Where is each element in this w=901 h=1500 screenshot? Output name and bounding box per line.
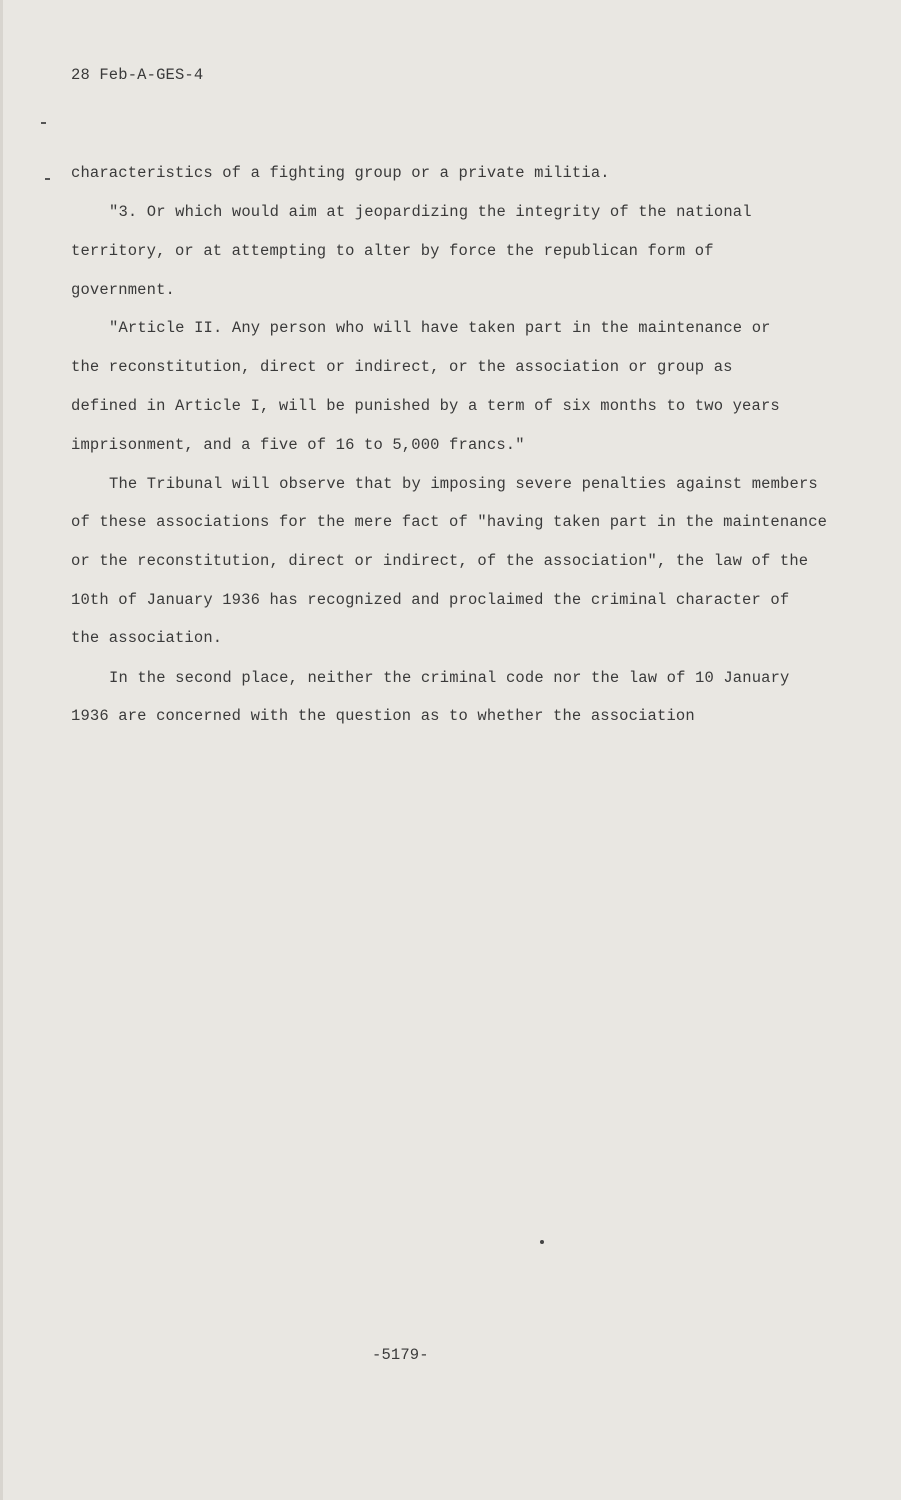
text-line: government. — [71, 281, 175, 299]
text-line: The Tribunal will observe that by imposing severe penalties against members — [109, 475, 818, 493]
ink-speck — [540, 1240, 544, 1244]
text-line: or the reconstitution, direct or indirect, of the association", the law of the — [71, 552, 809, 570]
text-line: imprisonment, and a five of 16 to 5,000 francs." — [71, 436, 525, 454]
page-number: -5179- — [372, 1346, 429, 1364]
margin-mark — [45, 178, 50, 180]
page-edge — [0, 0, 3, 1500]
text-line: "Article II. Any person who will have taken part in the maintenance or — [109, 319, 771, 337]
margin-mark — [41, 122, 46, 124]
text-line: territory, or at attempting to alter by force the republican form of — [71, 242, 714, 260]
text-line: 1936 are concerned with the question as to whether the association — [71, 707, 695, 725]
text-line: the association. — [71, 629, 223, 647]
document-reference: 28 Feb-A-GES-4 — [71, 66, 204, 84]
text-line: 10th of January 1936 has recognized and proclaimed the criminal character of — [71, 591, 790, 609]
text-line: "3. Or which would aim at jeopardizing the integrity of the national — [109, 203, 752, 221]
text-line: characteristics of a fighting group or a private militia. — [71, 164, 610, 182]
text-line: defined in Article I, will be punished by a term of six months to two years — [71, 397, 780, 415]
text-line: of these associations for the mere fact of "having taken part in the maintenance — [71, 513, 828, 531]
text-line: the reconstitution, direct or indirect, or the association or group as — [71, 358, 733, 376]
text-line: In the second place, neither the criminal code nor the law of 10 January — [109, 669, 790, 687]
